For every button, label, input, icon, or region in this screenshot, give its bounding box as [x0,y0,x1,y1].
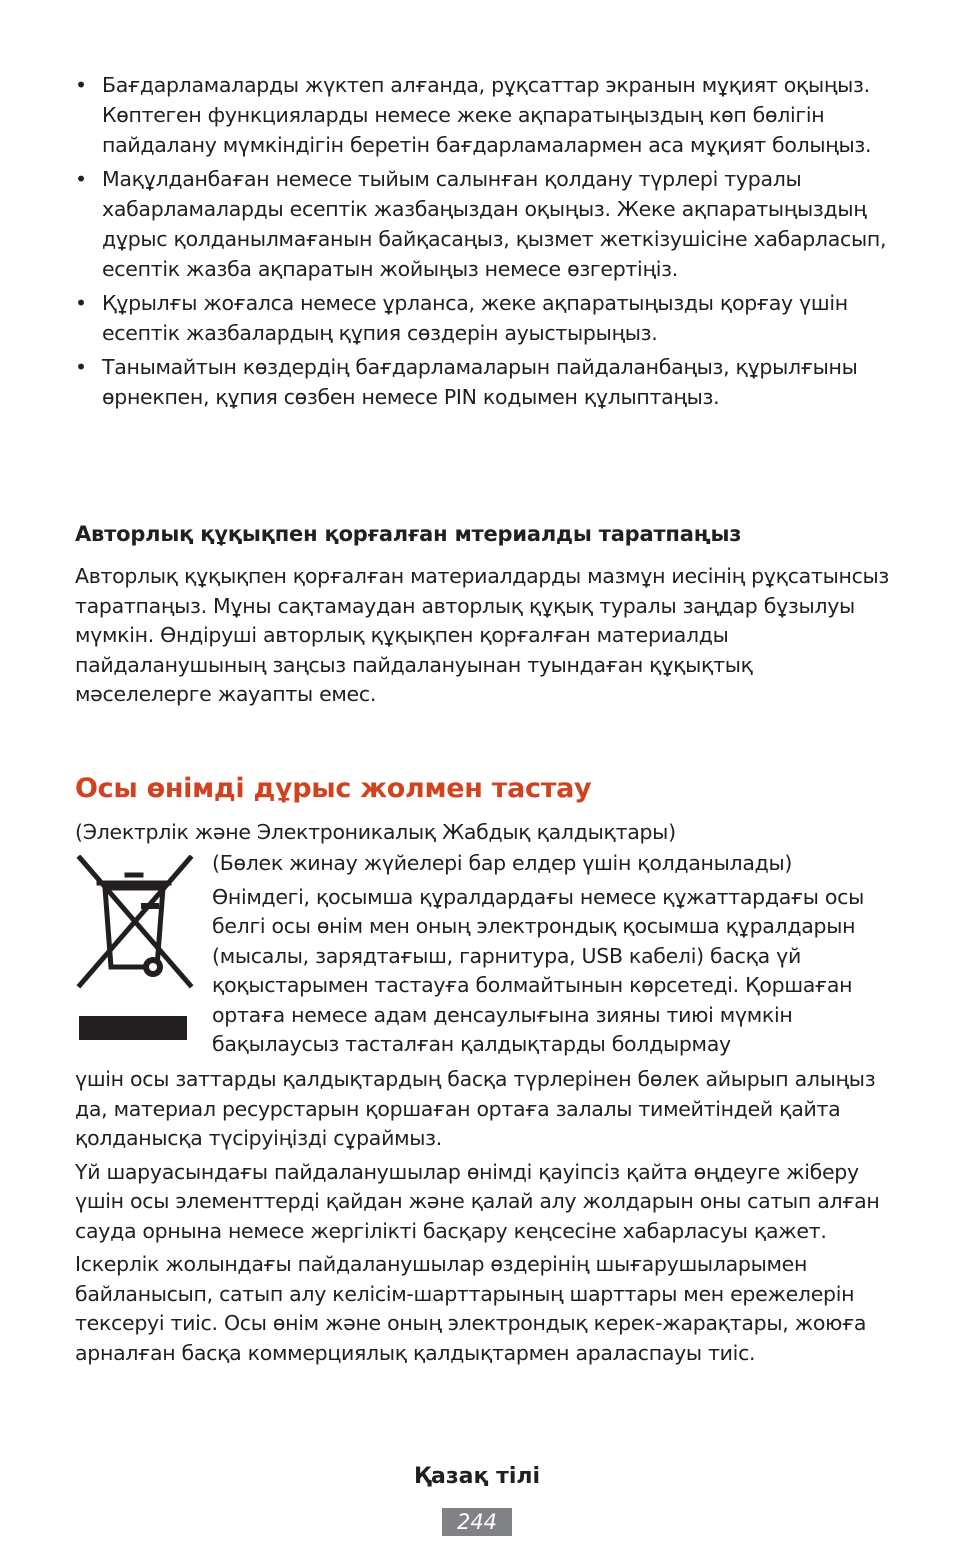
footer-language: Қазақ тілі [413,1464,541,1489]
disposal-subtitle: (Электрлік және Электроникалық Жабдық қалдықтары) [75,820,676,844]
disposal-paragraph: Үй шаруасындағы пайдаланушылар өнімді қауіпсіз қайта өңдеуге жіберу үшін осы элементтерді қайдан және қалай алу жолдарын оны сатып алған сауда орнына немесе жергілікті басқару кеңсесіне хабарласуы қажет. [75,1159,880,1243]
weee-symbol-bar [79,1016,187,1040]
list-item-text: Танымайтын көздердің бағдарламаларын пайдаланбаңыз, құрылғыны өрнекпен, құпия сөзбен немесе PIN кодымен құлыптаңыз. [102,355,858,409]
list-item-text: Мақұлданбаған немесе тыйым салынған қолдану түрлері туралы хабарламаларды есептік жазбаңыздан оқыңыз. Жеке ақпаратыңыздың дұрыс қолданылмағанын байқасаңыз, қызмет жеткізушісіне хабарласып, есептік жазба ақпаратын жойыңыз немесе өзгертіңіз. [102,167,887,281]
list-item-text: Бағдарламаларды жүктеп алғанда, рұқсаттар экранын мұқият оқыңыз. Көптеген функцияларды немесе жеке ақпаратыңыздың көп бөлігін пайдалану мүмкіндігін беретін бағдарламалармен аса мұқият болыңыз. [102,73,872,157]
bullet-marker: • [75,291,87,315]
page-number-badge: 244 [442,1508,512,1536]
copyright-section-body: Авторлық құқықпен қорғалған материалдарды мазмұн иесінің рұқсатынсыз таратпаңыз. Мұны сақтамаудан авторлық құқық туралы заңдар бұзылуы мүмкін. Өндіруші авторлық құқықпен қорғалған материалды пайдаланушының заңсыз пайдалануынан туындаған құқықтық мәселелерге жауапты емес. [75,564,890,706]
disposal-side-text [212,849,902,1064]
list-item [75,70,895,160]
disposal-paragraph: үшін осы заттарды қалдықтардың басқа түрлерінен бөлек айырып алыңыз да, материал ресурстарын қоршаған ортаға залалы тимейтіндей қайта қолданысқа түсіруіңізді сұраймыз. [75,1067,876,1150]
disposal-paragraph: Өнімдегі, қосымша құралдардағы немесе құжаттардағы осы белгі осы өнім мен оның электрондық қосымша құралдарын (мысалы, зарядтағыш, гарнитура, USB кабелі) басқа үй қоқыстарымен тастауға болмайтынын көрсетеді. Қоршаған ортаға немесе адам денсаулығына зияны тиюі мүмкін бақылаусыз тасталған қалдықтарды болдырмау [212,884,864,1056]
disposal-full-text [75,1065,895,1372]
disposal-section-title: Осы өнімді дұрыс жолмен тастау [75,773,592,804]
bullet-marker: • [75,355,87,379]
list-item [75,352,895,412]
bullet-marker: • [75,167,87,191]
crossed-out-wheelie-bin-icon [75,855,195,990]
security-tips-list [75,70,895,416]
disposal-paragraph: (Бөлек жинау жүйелері бар елдер үшін қолданылады) [212,851,793,875]
copyright-section-title: Авторлық құқықпен қорғалған мтериалды таратпаңыз [75,522,742,546]
list-item [75,288,895,348]
disposal-paragraph: Іскерлік жолындағы пайдаланушылар өздерінің шығарушыларымен байланысып, сатып алу келісім-шарттарының шарттары мен ережелерін тексеруі тиіс. Осы өнім және оның электрондық керек-жарақтары, жоюға арналған басқа коммерциялық қалдықтармен араласпауы тиіс. [75,1252,867,1365]
list-item-text: Құрылғы жоғалса немесе ұрланса, жеке ақпаратыңызды қорғау үшін есептік жазбалардың құпия сөздерін ауыстырыңыз. [102,291,848,345]
list-item [75,164,895,284]
bullet-marker: • [75,73,87,97]
